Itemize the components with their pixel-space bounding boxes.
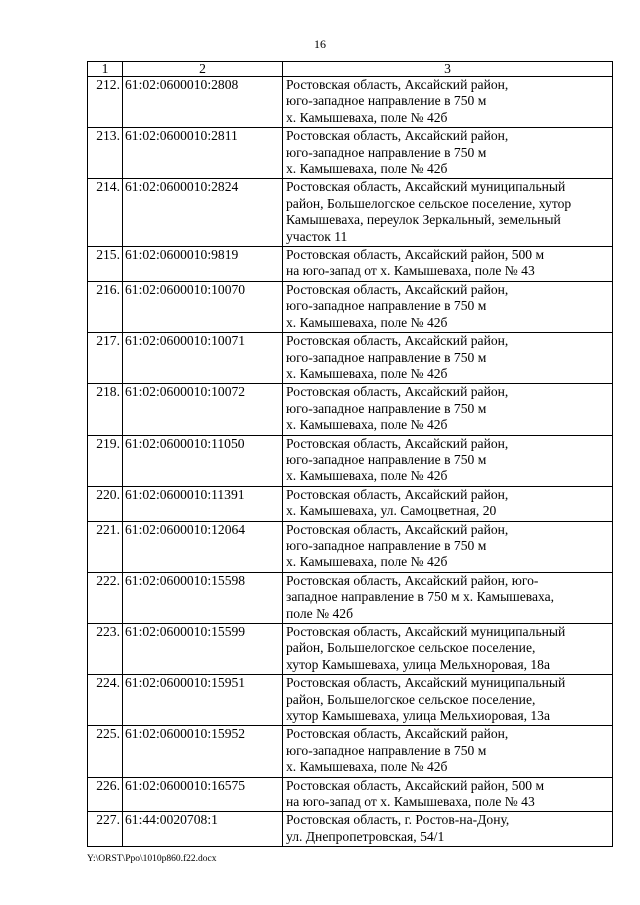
address-cell xyxy=(283,521,613,572)
table-row xyxy=(88,281,613,332)
address-cell xyxy=(283,812,613,847)
cadastral-number: 61:02:0600010:10071 xyxy=(123,333,283,384)
header-row xyxy=(88,62,613,77)
row-number: 222. xyxy=(88,572,123,623)
table-row xyxy=(88,521,613,572)
row-number: 219. xyxy=(88,435,123,486)
address-cell xyxy=(283,77,613,128)
row-number: 216. xyxy=(88,281,123,332)
cadastral-number: 61:02:0600010:10072 xyxy=(123,384,283,435)
table-row xyxy=(88,77,613,128)
address-line: Ростовская область, Аксайский район, xyxy=(286,521,509,537)
address-line: юго-западное направление в 750 м xyxy=(286,400,487,416)
address-line: х. Камышеваха, поле № 42б xyxy=(286,314,448,330)
table-row xyxy=(88,384,613,435)
address-line: х. Камышеваха, поле № 42б xyxy=(286,554,448,570)
address-cell xyxy=(283,281,613,332)
address-cell xyxy=(283,777,613,812)
address-line: Ростовская область, Аксайский район, xyxy=(286,726,509,742)
table-row xyxy=(88,247,613,282)
address-line: на юго-запад от х. Камышеваха, поле № 43 xyxy=(286,263,535,279)
address-cell xyxy=(283,128,613,179)
address-cell xyxy=(283,435,613,486)
address-cell xyxy=(283,572,613,623)
address-line: юго-западное направление в 750 м xyxy=(286,93,487,109)
row-number: 221. xyxy=(88,521,123,572)
address-line: западное направление в 750 м х. Камышеваха, xyxy=(286,589,555,605)
cadastral-number: 61:02:0600010:15951 xyxy=(123,675,283,726)
address-line: юго-западное направление в 750 м xyxy=(286,451,487,467)
address-line: юго-западное направление в 750 м xyxy=(286,537,487,553)
table-row xyxy=(88,726,613,777)
address-line: Ростовская область, Аксайский район, xyxy=(286,128,509,144)
address-line: район, Большелогское сельское поселение, xyxy=(286,640,536,656)
row-number: 217. xyxy=(88,333,123,384)
row-number: 215. xyxy=(88,247,123,282)
cadastral-number: 61:02:0600010:2811 xyxy=(123,128,283,179)
address-cell xyxy=(283,675,613,726)
address-line: Ростовская область, Аксайский район, xyxy=(286,281,509,297)
address-line: юго-западное направление в 750 м xyxy=(286,349,487,365)
address-line: хутор Камышеваха, улица Мельхноровая, 18а xyxy=(286,656,551,672)
address-cell xyxy=(283,333,613,384)
address-line: Камышеваха, переулок Зеркальный, земельный xyxy=(286,212,561,228)
table-row xyxy=(88,179,613,247)
table-row xyxy=(88,675,613,726)
cadastral-number: 61:02:0600010:11050 xyxy=(123,435,283,486)
row-number: 225. xyxy=(88,726,123,777)
table-row xyxy=(88,435,613,486)
table-row xyxy=(88,128,613,179)
address-line: Ростовская область, Аксайский муниципальный xyxy=(286,624,566,639)
address-line: Ростовская область, Аксайский район, 500 м xyxy=(286,777,545,793)
page-number: 16 xyxy=(314,37,326,51)
address-cell xyxy=(283,624,613,675)
row-number: 224. xyxy=(88,675,123,726)
row-number: 220. xyxy=(88,486,123,521)
address-line: Ростовская область, Аксайский район, юго- xyxy=(286,572,539,588)
table-row xyxy=(88,812,613,847)
row-number: 212. xyxy=(88,77,123,128)
cadastral-number: 61:02:0600010:15599 xyxy=(123,624,283,675)
address-line: хутор Камышеваха, улица Мельхиоровая, 13а xyxy=(286,708,551,724)
address-line: юго-западное направление в 750 м xyxy=(286,742,487,758)
address-line: Ростовская область, г. Ростов-на-Дону, xyxy=(286,812,510,828)
address-line: х. Камышеваха, поле № 42б xyxy=(286,417,448,433)
row-number: 214. xyxy=(88,179,123,247)
header-col-3: 3 xyxy=(283,62,613,77)
cadastral-number: 61:02:0600010:2824 xyxy=(123,179,283,247)
address-line: Ростовская область, Аксайский муниципальный xyxy=(286,179,566,195)
address-line: Ростовская область, Аксайский район, xyxy=(286,77,509,92)
row-number: 213. xyxy=(88,128,123,179)
address-line: Ростовская область, Аксайский район, 500 м xyxy=(286,247,545,263)
address-line: х. Камышеваха, поле № 42б xyxy=(286,759,448,775)
address-line: Ростовская область, Аксайский район, xyxy=(286,486,509,502)
table-row xyxy=(88,777,613,812)
address-line: х. Камышеваха, поле № 42б xyxy=(286,161,448,177)
address-line: х. Камышеваха, поле № 42б xyxy=(286,365,448,381)
address-line: Ростовская область, Аксайский район, xyxy=(286,333,509,349)
cadastral-number: 61:02:0600010:12064 xyxy=(123,521,283,572)
address-cell xyxy=(283,179,613,247)
address-line: х. Камышеваха, поле № 42б xyxy=(286,109,448,125)
address-line: на юго-запад от х. Камышеваха, поле № 43 xyxy=(286,794,535,810)
address-line: участок 11 xyxy=(286,228,348,244)
row-number: 226. xyxy=(88,777,123,812)
address-line: район, Большелогское сельское поселение, хутор xyxy=(286,195,572,211)
address-line: юго-западное направление в 750 м xyxy=(286,144,487,160)
cadastral-number: 61:02:0600010:11391 xyxy=(123,486,283,521)
address-line: поле № 42б xyxy=(286,605,353,621)
table-header xyxy=(88,62,613,77)
cadastral-number: 61:02:0600010:15598 xyxy=(123,572,283,623)
cadastral-number: 61:02:0600010:9819 xyxy=(123,247,283,282)
row-number: 218. xyxy=(88,384,123,435)
table-row xyxy=(88,624,613,675)
address-line: Ростовская область, Аксайский район, xyxy=(286,384,509,400)
address-cell xyxy=(283,247,613,282)
cadastral-number: 61:02:0600010:15952 xyxy=(123,726,283,777)
address-line: юго-западное направление в 750 м xyxy=(286,298,487,314)
row-number: 223. xyxy=(88,624,123,675)
table-body xyxy=(88,77,613,847)
address-line: х. Камышеваха, ул. Самоцветная, 20 xyxy=(286,503,497,519)
row-number: 227. xyxy=(88,812,123,847)
cadastral-number: 61:44:0020708:1 xyxy=(123,812,283,847)
parcel-table xyxy=(87,61,613,847)
table-row xyxy=(88,486,613,521)
header-col-1: 1 xyxy=(88,62,123,77)
address-line: Ростовская область, Аксайский муниципальный xyxy=(286,675,566,691)
table-row xyxy=(88,333,613,384)
address-cell xyxy=(283,384,613,435)
address-line: Ростовская область, Аксайский район, xyxy=(286,435,509,451)
cadastral-number: 61:02:0600010:10070 xyxy=(123,281,283,332)
cadastral-number: 61:02:0600010:2808 xyxy=(123,77,283,128)
address-cell xyxy=(283,726,613,777)
address-line: район, Большелогское сельское поселение, xyxy=(286,691,536,707)
address-line: х. Камышеваха, поле № 42б xyxy=(286,468,448,484)
cadastral-number: 61:02:0600010:16575 xyxy=(123,777,283,812)
address-line: ул. Днепропетровская, 54/1 xyxy=(286,828,445,844)
header-col-2: 2 xyxy=(123,62,283,77)
table-row xyxy=(88,572,613,623)
address-cell xyxy=(283,486,613,521)
footer-file-path: Y:\ORST\Ppo\1010p860.f22.docx xyxy=(87,854,217,864)
